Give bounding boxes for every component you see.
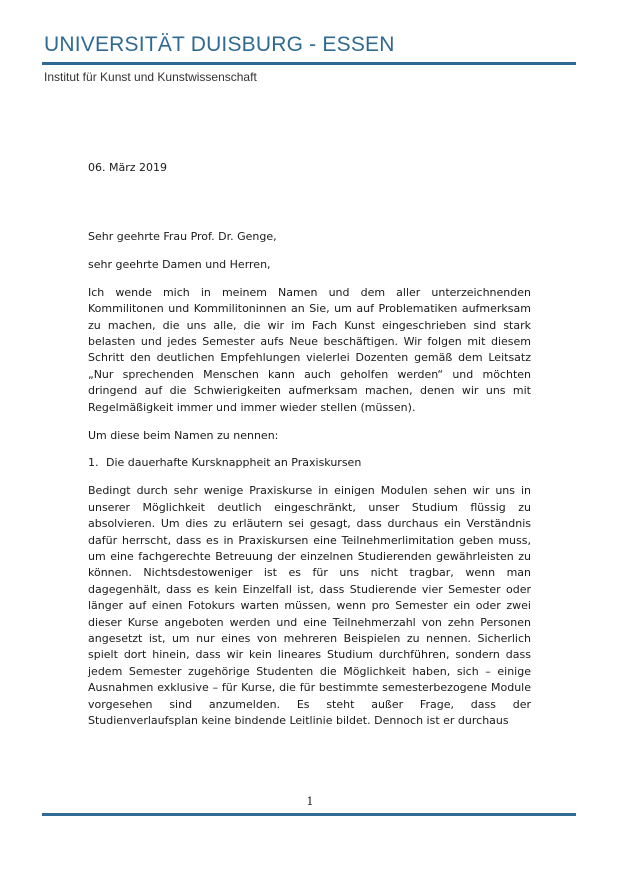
letter-date: 06. März 2019: [88, 161, 168, 174]
letter-body: [88, 229, 531, 741]
institute-name: Institut für Kunst und Kunstwissenschaft: [44, 70, 257, 84]
header-divider: [42, 62, 576, 65]
list-intro: Um diese beim Namen zu nennen:: [88, 428, 279, 442]
list-item: [88, 455, 531, 471]
paragraph-course-shortage: Bedingt durch sehr wenige Praxiskurse in einigen Modulen sehen wir uns in unserer Möglichkeit deutlich eingeschränkt, unser Studium flüssig zu absolvieren. Um dies zu erläutern sei gesagt, dass durchaus ein Verständnis dafür herrscht, dass es in Praxiskursen eine Teilnehmerlimitation geben muss, um eine fachgerechte Betreuung der einzelnen Studierenden gewährleisten zu können. Nichtsdestoweniger ist es für uns nicht tragbar, wenn man dagegenhält, dass es kein Einzelfall ist, dass Studierende vier Semester oder länger auf einen Fotokurs warten müssen, wenn pro Semester ein oder zwei dieser Kurse angeboten werden und eine Teilnehmerzahl von zehn Personen angesetzt ist, um nur eines von mehreren Beispielen zu nennen. Sicherlich spielt dort hinein, dass wir kein lineares Studium durchführen, sondern dass jedem Semester zugehörige Studenten die Möglichkeit haben, sich – einige Ausnahmen exklusive – für Kurse, die für bestimmte semesterbezogene Module vorgesehen sind anzumelden. Es steht außer Frage, dass der Studienverlaufsplan keine bindende Leitlinie bildet. Dennoch ist er durchaus: [88, 484, 531, 728]
list-item-number: 1.: [88, 456, 99, 470]
paragraph-intro: Ich wende mich in meinem Namen und dem aller unterzeichnenden Kommilitonen und Kommilitoninnen an Sie, um auf Problematiken aufmerksam zu machen, die uns alle, die wir im Fach Kunst eingeschrieben sind stark belasten und jedes Semester aufs Neue beschäftigen. Wir folgen mit diesem Schritt den deutlichen Empfehlungen vielerlei Dozenten gemäß dem Leitsatz „Nur sprechenden Menschen kann auch geholfen werden“ und möchten dringend auf die Schwierigkeiten aufmerksam machen, denen wir uns mit Regelmäßigkeit immer und immer wieder stellen (müssen).: [88, 285, 531, 414]
salutation-line-1: Sehr geehrte Frau Prof. Dr. Genge,: [88, 230, 277, 243]
footer-divider: [42, 813, 576, 816]
salutation-line-2: sehr geehrte Damen und Herren,: [88, 257, 271, 271]
university-name: UNIVERSITÄT DUISBURG - ESSEN: [44, 33, 395, 56]
page-number: 1: [306, 795, 314, 808]
list-item-text: Die dauerhafte Kursknappheit an Praxiskursen: [106, 456, 362, 470]
